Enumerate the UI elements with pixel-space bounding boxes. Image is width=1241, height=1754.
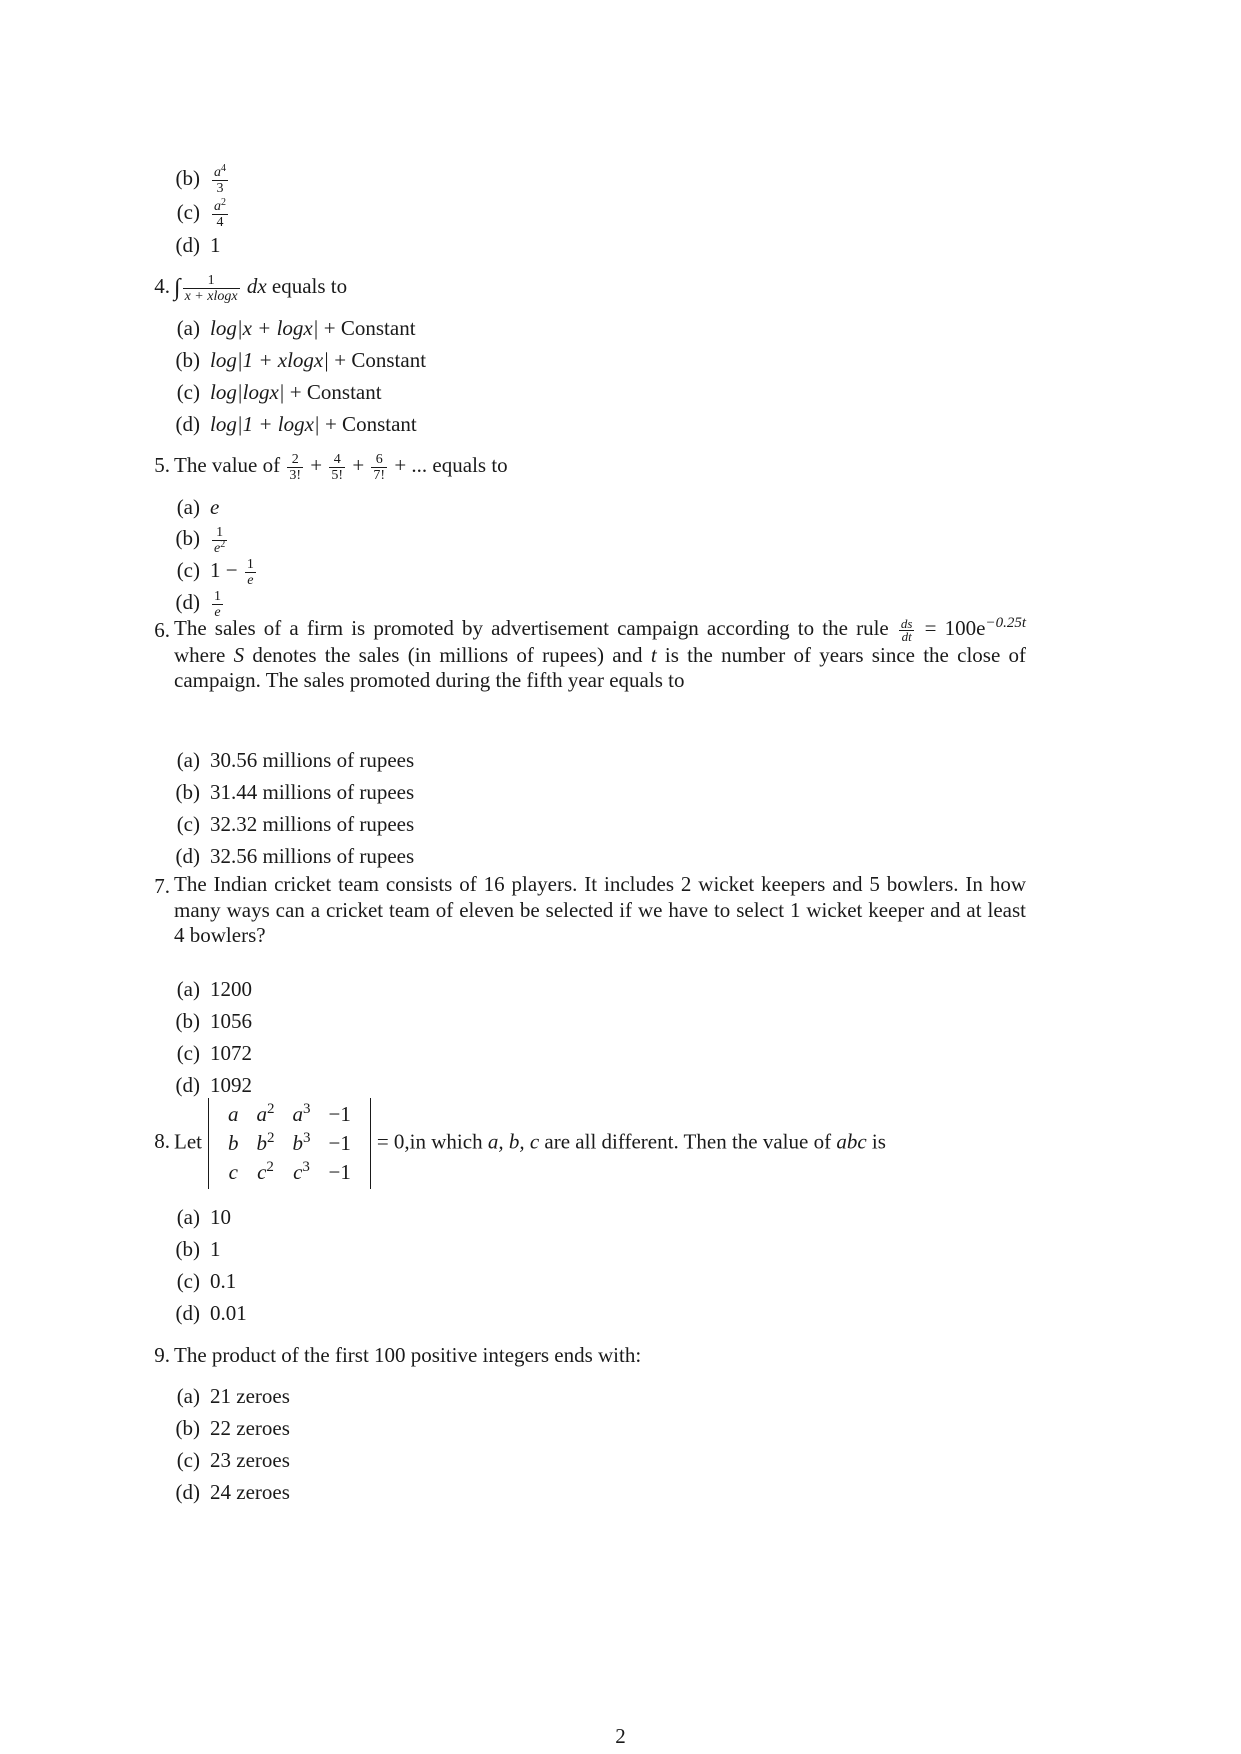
question-number: 6. xyxy=(154,618,170,642)
option-label: (d) xyxy=(175,1480,200,1504)
option-text: 32.56 millions of rupees xyxy=(210,844,415,868)
q4-option-a xyxy=(160,314,416,342)
q3-option-d xyxy=(160,231,221,259)
fraction-numerator: 2 xyxy=(291,451,299,467)
exponent: 2 xyxy=(221,196,226,208)
q4-option-d xyxy=(160,410,417,438)
option-text: 23 zeroes xyxy=(210,1448,290,1472)
fraction-denominator: 4 xyxy=(212,214,228,230)
exponent: −0.25t xyxy=(985,615,1027,631)
determinant xyxy=(208,1098,371,1189)
option-label: (a) xyxy=(176,748,200,772)
cell-base: b xyxy=(256,1131,267,1155)
fraction xyxy=(183,273,240,304)
q5-option-d xyxy=(160,588,225,620)
q7-option-c xyxy=(160,1039,252,1067)
question-number: 5. xyxy=(154,453,170,477)
cell-exponent: 3 xyxy=(302,1159,310,1175)
cell-base: a xyxy=(227,1102,239,1126)
cell-base: a xyxy=(256,1102,267,1126)
option-text: 30.56 millions of rupees xyxy=(210,748,415,772)
option-text: 1056 xyxy=(210,1009,252,1033)
cell-exponent: 3 xyxy=(302,1101,311,1117)
option-label: (d) xyxy=(175,590,200,614)
option-label: (a) xyxy=(176,1205,200,1229)
cell-exponent: 3 xyxy=(302,1130,311,1146)
determinant-cell xyxy=(283,1158,319,1187)
determinant-cell xyxy=(219,1100,248,1129)
q9-option-c xyxy=(160,1446,290,1474)
option-label: (a) xyxy=(176,316,200,340)
determinant-cell xyxy=(219,1158,248,1187)
option-label: (c) xyxy=(176,558,200,582)
q3-option-c xyxy=(160,198,230,230)
option-text: 0.1 xyxy=(210,1269,237,1293)
differential: dx xyxy=(246,274,267,298)
determinant-cell xyxy=(319,1129,359,1158)
fraction-denominator: 3! xyxy=(289,467,302,483)
question-tail: is xyxy=(871,1129,886,1154)
q6-option-c xyxy=(160,810,414,838)
option-label: (d) xyxy=(175,1301,200,1325)
option-text: 31.44 millions of rupees xyxy=(210,780,415,804)
q5-option-c xyxy=(160,556,258,588)
cell-base: b xyxy=(227,1131,239,1155)
option-label: (b) xyxy=(175,1009,200,1033)
q8-option-c xyxy=(160,1267,236,1295)
variable-t: t xyxy=(650,642,657,667)
question-middle: denotes the sales (in millions of rupees) and xyxy=(252,642,643,667)
fraction xyxy=(212,525,227,556)
option-math: log|x + logx| xyxy=(210,316,319,340)
exponent: 2 xyxy=(220,538,226,550)
option-label: (d) xyxy=(175,1073,200,1097)
option-math: e xyxy=(210,495,220,519)
fraction xyxy=(212,196,228,230)
fraction-numerator: a xyxy=(214,164,221,180)
fraction-denominator: 5! xyxy=(331,467,344,483)
option-label: (b) xyxy=(175,526,200,550)
option-text: + Constant xyxy=(334,348,427,372)
determinant-equals: = 0,in which xyxy=(376,1129,483,1154)
question-7 xyxy=(0,872,1241,956)
product-abc: abc xyxy=(836,1129,867,1154)
question-text: The Indian cricket team consists of 16 players. It includes 2 wicket keepers and 5 bowlers. In how many ways can a cricket team of eleven be selected if we have to select 1 wicket keeper and at least 4 bowlers? xyxy=(174,872,1026,947)
question-tail: equals to xyxy=(271,274,348,298)
question-text: The product of the first 100 positive integers ends with: xyxy=(174,1343,642,1367)
fraction-denominator: 7! xyxy=(373,467,386,483)
option-math: log|logx| xyxy=(210,380,285,404)
variable-s: S xyxy=(233,642,245,667)
fraction-numerator: 4 xyxy=(333,451,341,467)
series-term xyxy=(287,452,303,483)
series-term xyxy=(371,452,387,483)
question-text xyxy=(174,616,1026,694)
option-math: log|1 + xlogx| xyxy=(210,348,330,372)
q5-option-b xyxy=(160,524,229,556)
option-label: (c) xyxy=(176,1269,200,1293)
cell-exponent: 2 xyxy=(266,1101,275,1117)
question-number: 8. xyxy=(154,1129,170,1153)
q9-option-b xyxy=(160,1414,290,1442)
fraction-numerator: 6 xyxy=(375,451,383,467)
option-label: (c) xyxy=(176,1448,200,1472)
determinant-cell xyxy=(247,1129,283,1158)
cell-base: a xyxy=(292,1102,303,1126)
option-label: (d) xyxy=(175,844,200,868)
q9-option-a xyxy=(160,1382,290,1410)
option-label: (b) xyxy=(175,348,200,372)
q5-option-a xyxy=(160,493,219,521)
q8-option-d xyxy=(160,1299,247,1327)
fraction-denominator: 3 xyxy=(212,180,228,196)
cell-base: c xyxy=(257,1160,267,1184)
determinant-cell xyxy=(247,1158,283,1187)
fraction-numerator: 1 xyxy=(216,524,224,540)
exponent: 4 xyxy=(221,162,226,174)
question-text xyxy=(174,272,347,304)
option-label: (c) xyxy=(176,1041,200,1065)
cell-base: c xyxy=(293,1160,303,1184)
cell-base: b xyxy=(292,1131,303,1155)
cell-base: −1 xyxy=(328,1131,351,1155)
fraction-numerator: a xyxy=(214,198,221,214)
q7-option-d xyxy=(160,1071,252,1099)
option-text: 1200 xyxy=(210,977,252,1001)
plus-sign: + xyxy=(310,453,323,477)
determinant-cell xyxy=(319,1158,359,1187)
option-text: 32.32 millions of rupees xyxy=(210,812,415,836)
option-text: 24 zeroes xyxy=(210,1480,290,1504)
question-tail: + ... equals to xyxy=(394,453,508,477)
series-term xyxy=(329,452,345,483)
cell-base: −1 xyxy=(328,1160,351,1184)
q9-option-d xyxy=(160,1478,290,1506)
q4-option-c xyxy=(160,378,382,406)
option-text: 1092 xyxy=(210,1073,252,1097)
question-8 xyxy=(0,1098,1241,1182)
determinant-cell xyxy=(319,1100,359,1129)
option-label: (a) xyxy=(176,1384,200,1408)
question-text xyxy=(174,1098,886,1189)
fraction xyxy=(212,162,228,196)
determinant-row xyxy=(219,1100,360,1129)
option-label: (b) xyxy=(175,166,200,190)
determinant-cell xyxy=(219,1129,248,1158)
option-text: 1072 xyxy=(210,1041,252,1065)
option-text: 0.01 xyxy=(210,1301,247,1325)
question-number: 4. xyxy=(154,274,170,298)
question-lead: The value of xyxy=(174,453,281,477)
rule-equation: = 100e xyxy=(924,616,986,640)
question-line-1: The sales of a firm is promoted by advertisement campaign according to the rule xyxy=(174,616,889,640)
option-text: 1 xyxy=(210,233,221,257)
option-label: (b) xyxy=(175,780,200,804)
q6-option-b xyxy=(160,778,414,806)
option-label: (a) xyxy=(176,977,200,1001)
plus-sign: + xyxy=(352,453,365,477)
q7-option-b xyxy=(160,1007,252,1035)
question-rest: is the number of years since the close of campaign. The sales promoted during the fifth year equals to xyxy=(174,642,1027,693)
q3-option-b xyxy=(160,164,230,196)
q6-option-d xyxy=(160,842,414,870)
question-lead: Let xyxy=(174,1129,202,1154)
option-label: (d) xyxy=(175,412,200,436)
fraction-numerator: 1 xyxy=(207,272,215,288)
option-text: 21 zeroes xyxy=(210,1384,290,1408)
cell-base: −1 xyxy=(328,1102,351,1126)
option-label: (b) xyxy=(175,1416,200,1440)
cell-base: c xyxy=(228,1160,238,1184)
cell-exponent: 2 xyxy=(266,1130,275,1146)
option-math: log|1 + logx| xyxy=(210,412,320,436)
where-word: where xyxy=(174,642,226,667)
derivative xyxy=(899,615,915,644)
question-text xyxy=(174,451,508,483)
option-label: (a) xyxy=(176,495,200,519)
fraction-denominator: e xyxy=(245,572,256,588)
option-text: + Constant xyxy=(323,316,416,340)
option-lead: 1 − xyxy=(210,558,238,582)
determinant-cell xyxy=(283,1129,319,1158)
integral-sign: ∫ xyxy=(174,275,181,301)
option-text: 1 xyxy=(210,1237,221,1261)
option-text: + Constant xyxy=(289,380,382,404)
variables: a, b, c xyxy=(487,1129,540,1154)
option-text: + Constant xyxy=(324,412,417,436)
q6-option-a xyxy=(160,746,414,774)
determinant-row xyxy=(219,1129,360,1158)
fraction-numerator: 1 xyxy=(214,588,221,604)
determinant-row xyxy=(219,1158,360,1187)
question-number: 7. xyxy=(154,874,170,898)
determinant-cell xyxy=(247,1100,283,1129)
q8-option-a xyxy=(160,1203,231,1231)
cell-exponent: 2 xyxy=(266,1159,274,1175)
determinant-cell xyxy=(283,1100,319,1129)
fraction-denominator: x + xlogx xyxy=(184,288,238,304)
fraction xyxy=(245,557,256,588)
page-number: 2 xyxy=(615,1724,626,1748)
fraction-denominator: dt xyxy=(899,630,915,643)
fraction-denominator: e xyxy=(212,604,223,620)
option-text: 22 zeroes xyxy=(210,1416,290,1440)
option-label: (c) xyxy=(176,200,200,224)
question-middle: are all different. Then the value of xyxy=(544,1129,832,1154)
question-number: 9. xyxy=(154,1343,170,1367)
option-label: (b) xyxy=(175,1237,200,1261)
option-label: (c) xyxy=(176,812,200,836)
fraction-numerator: ds xyxy=(900,615,913,631)
q8-option-b xyxy=(160,1235,221,1263)
fraction-denominator: e xyxy=(214,540,221,556)
option-label: (c) xyxy=(176,380,200,404)
q4-option-b xyxy=(160,346,426,374)
option-text: 10 xyxy=(210,1205,231,1229)
question-6 xyxy=(0,616,1241,726)
option-label: (d) xyxy=(175,233,200,257)
fraction-numerator: 1 xyxy=(246,556,254,572)
q7-option-a xyxy=(160,975,252,1003)
